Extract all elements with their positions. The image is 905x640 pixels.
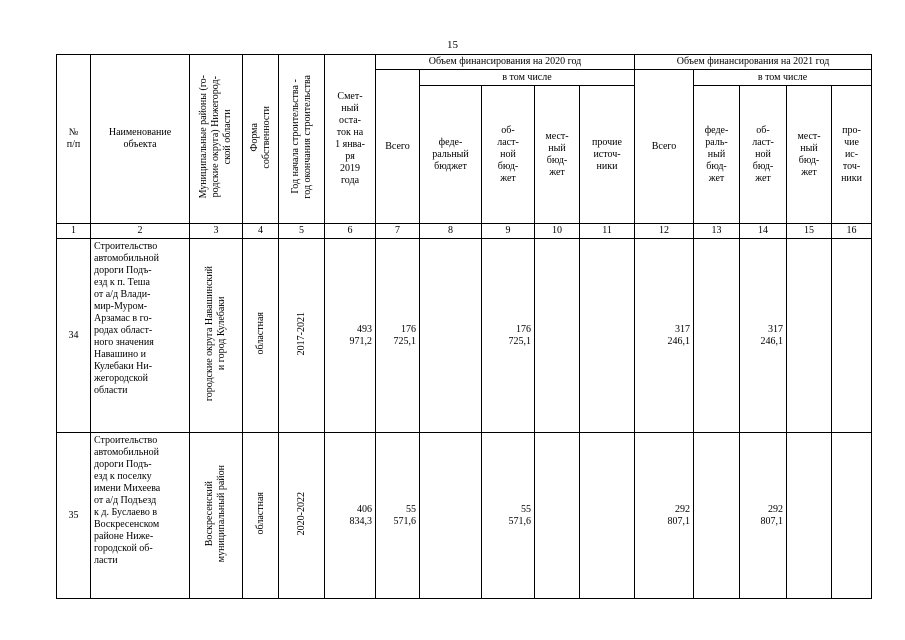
fed-2020	[420, 433, 482, 599]
col-number: 15	[787, 224, 832, 239]
district: городские округа Навашинский и город Кулебаки	[190, 239, 243, 433]
proch-2021	[832, 433, 872, 599]
col-number: 2	[91, 224, 190, 239]
years: 2017-2021	[279, 239, 325, 433]
object-name: Строительство автомобильной дороги Подъ- езд к п. Теша от а/д Влади- мир-Муром- Арзамас в го- родах област- ного значения Навашино и Кулебаки Ни- жегородской области	[91, 239, 190, 433]
mest-2021	[787, 239, 832, 433]
col-number: 16	[832, 224, 872, 239]
estimate: 493 971,2	[325, 239, 376, 433]
row-number: 34	[57, 239, 91, 433]
col-number: 10	[535, 224, 580, 239]
column-number-row	[57, 224, 872, 239]
col-number: 13	[694, 224, 740, 239]
table-row	[57, 239, 872, 433]
header-name: Наименование объекта	[91, 55, 190, 224]
header-proch-2020: прочие источ- ники	[580, 86, 635, 224]
header-obl-2020: об- ласт- ной бюд- жет	[482, 86, 535, 224]
col-number: 12	[635, 224, 694, 239]
proch-2020	[580, 433, 635, 599]
header-district: Муниципальные районы (го- родские округа) Нижегород- ской области	[190, 55, 243, 224]
row-number: 35	[57, 433, 91, 599]
header-estimate: Смет- ный оста- ток на 1 янва- ря 2019 года	[325, 55, 376, 224]
proch-2021	[832, 239, 872, 433]
obl-2020: 55 571,6	[482, 433, 535, 599]
col-number: 14	[740, 224, 787, 239]
header-mest-2021: мест- ный бюд- жет	[787, 86, 832, 224]
district: Воскресенский муниципальный район	[190, 433, 243, 599]
object-name: Строительство автомобильной дороги Подъ- езд к поселку имени Михеева от а/д Подъезд к д. Буслаево в Воскресенском районе Ниже- городской об- ласти	[91, 433, 190, 599]
obl-2021: 317 246,1	[740, 239, 787, 433]
col-number: 7	[376, 224, 420, 239]
header-incl-2020: в том числе	[420, 70, 635, 86]
header-total-2020: Всего	[376, 70, 420, 224]
col-number: 6	[325, 224, 376, 239]
col-number: 8	[420, 224, 482, 239]
header-mest-2020: мест- ный бюд- жет	[535, 86, 580, 224]
col-number: 3	[190, 224, 243, 239]
header-num: № п/п	[57, 55, 91, 224]
header-incl-2021: в том числе	[694, 70, 872, 86]
header-total-2021: Всего	[635, 70, 694, 224]
header-ownership: Форма собственности	[243, 55, 279, 224]
mest-2020	[535, 433, 580, 599]
header-group-2020: Объем финансирования на 2020 год	[376, 55, 635, 70]
header-group-2021: Объем финансирования на 2021 год	[635, 55, 872, 70]
proch-2020	[580, 239, 635, 433]
financing-table	[56, 54, 872, 599]
col-number: 9	[482, 224, 535, 239]
header-years: Год начала строительства - год окончания строительства	[279, 55, 325, 224]
total-2020: 55 571,6	[376, 433, 420, 599]
col-number: 4	[243, 224, 279, 239]
col-number: 1	[57, 224, 91, 239]
page-number: 15	[447, 39, 458, 51]
mest-2020	[535, 239, 580, 433]
col-number: 11	[580, 224, 635, 239]
ownership: областная	[243, 239, 279, 433]
ownership: областная	[243, 433, 279, 599]
obl-2020: 176 725,1	[482, 239, 535, 433]
fed-2021	[694, 433, 740, 599]
col-number: 5	[279, 224, 325, 239]
header-obl-2021: об- ласт- ной бюд- жет	[740, 86, 787, 224]
table-row	[57, 433, 872, 599]
years: 2020-2022	[279, 433, 325, 599]
header-fed-2021: феде- раль- ный бюд- жет	[694, 86, 740, 224]
total-2020: 176 725,1	[376, 239, 420, 433]
total-2021: 317 246,1	[635, 239, 694, 433]
header-row-1	[57, 55, 872, 70]
header-proch-2021: про- чие ис- точ- ники	[832, 86, 872, 224]
fed-2021	[694, 239, 740, 433]
estimate: 406 834,3	[325, 433, 376, 599]
fed-2020	[420, 239, 482, 433]
mest-2021	[787, 433, 832, 599]
obl-2021: 292 807,1	[740, 433, 787, 599]
header-fed-2020: феде- ральный бюджет	[420, 86, 482, 224]
total-2021: 292 807,1	[635, 433, 694, 599]
